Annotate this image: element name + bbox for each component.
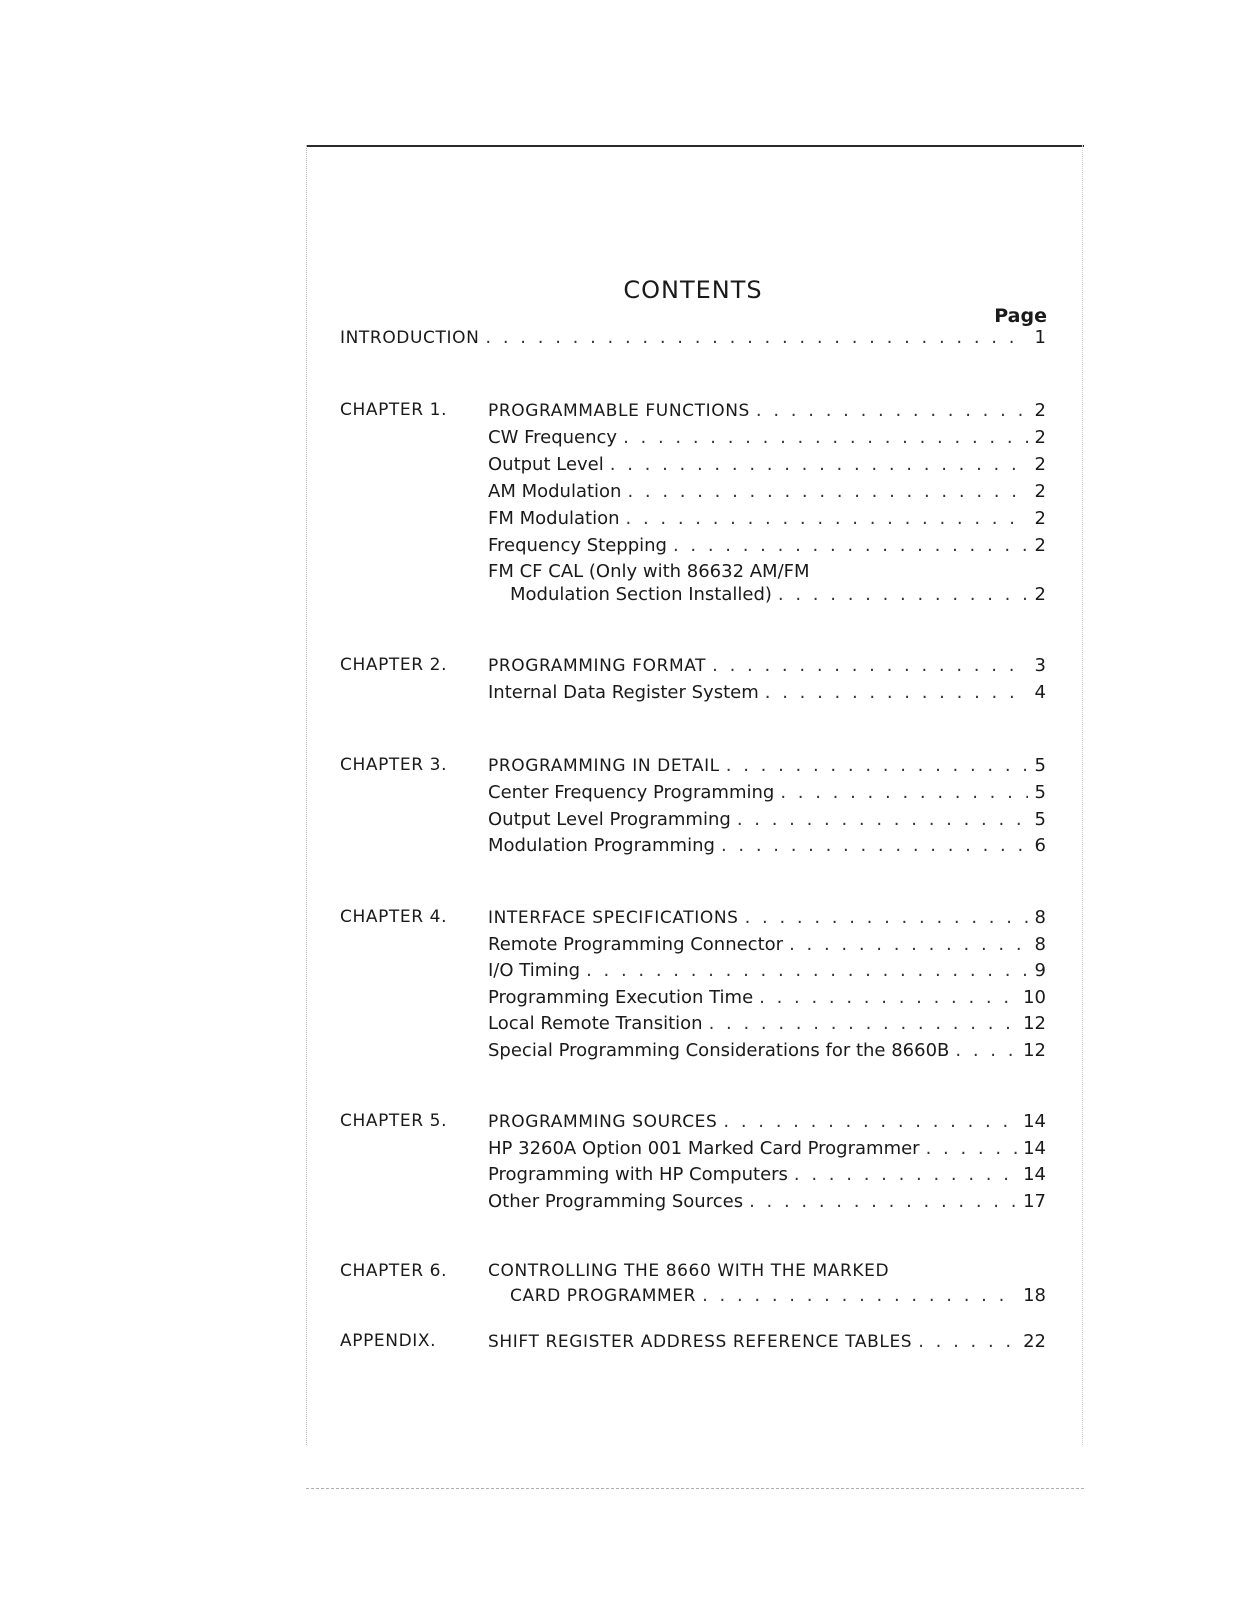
leader-dots <box>918 1328 1017 1355</box>
chapter-label: CHAPTER 6. <box>340 1261 448 1281</box>
frame-top-rule <box>306 145 1084 147</box>
toc-entry-text: Modulation Programming <box>488 835 715 856</box>
toc-entry[interactable] <box>488 679 1046 706</box>
toc-page-number: 1 <box>1034 327 1046 348</box>
toc-entry-text: Local Remote Transition <box>488 1013 703 1034</box>
toc-chapter-heading-line2[interactable] <box>510 1282 1046 1309</box>
toc-chapter-heading[interactable] <box>488 1328 1046 1355</box>
toc-entry-text: Frequency Stepping <box>488 535 667 556</box>
leader-dots <box>749 1188 1017 1215</box>
toc-entry[interactable] <box>488 806 1046 833</box>
chapter-heading-text: SHIFT REGISTER ADDRESS REFERENCE TABLES <box>488 1332 913 1352</box>
leader-dots <box>759 984 1017 1011</box>
leader-dots <box>778 581 1028 608</box>
toc-page-number: 14 <box>1023 1138 1046 1159</box>
toc-page-number: 2 <box>1034 454 1046 475</box>
leader-dots <box>673 532 1028 559</box>
chapter-heading-text: PROGRAMMING IN DETAIL <box>488 756 720 776</box>
toc-entry[interactable] <box>488 957 1046 984</box>
toc-page-number: 2 <box>1034 481 1046 502</box>
toc-entry-text: Remote Programming Connector <box>488 934 784 955</box>
chapter-heading-text: PROGRAMMABLE FUNCTIONS <box>488 401 750 421</box>
leader-dots <box>627 478 1028 505</box>
toc-entry[interactable] <box>488 1037 1046 1064</box>
toc-entry-label: INTRODUCTION <box>340 328 480 348</box>
toc-entry[interactable] <box>488 532 1046 559</box>
toc-entry-text: FM CF CAL (Only with 86632 AM/FM <box>488 561 810 582</box>
toc-entry[interactable] <box>488 779 1046 806</box>
toc-entry[interactable] <box>488 424 1046 451</box>
toc-chapter-heading[interactable] <box>488 1108 1046 1135</box>
leader-dots <box>485 324 1028 351</box>
leader-dots <box>723 1108 1017 1135</box>
toc-entry[interactable] <box>488 931 1046 958</box>
toc-entry-text: Modulation Section Installed) <box>510 584 772 605</box>
toc-entry-text: Internal Data Register System <box>488 682 759 703</box>
frame-left-rule <box>306 145 307 1445</box>
leader-dots <box>926 1135 1018 1162</box>
toc-page-number: 8 <box>1034 934 1046 955</box>
toc-entry-text: Special Programming Considerations for the 8660B <box>488 1040 950 1061</box>
frame-bottom-rule <box>306 1488 1084 1489</box>
toc-page-number: 2 <box>1034 427 1046 448</box>
toc-entry[interactable] <box>488 1188 1046 1215</box>
appendix-label: APPENDIX. <box>340 1331 437 1351</box>
toc-page-number: 5 <box>1034 809 1046 830</box>
frame-right-rule <box>1082 145 1083 1445</box>
leader-dots <box>709 1010 1018 1037</box>
toc-page-number: 2 <box>1034 584 1046 605</box>
toc-entry[interactable] <box>488 984 1046 1011</box>
toc-page-number: 9 <box>1034 960 1046 981</box>
leader-dots <box>794 1161 1017 1188</box>
toc-page-number: 4 <box>1034 682 1046 703</box>
toc-page-number: 2 <box>1034 508 1046 529</box>
toc-chapter-heading-line1[interactable] <box>488 1258 1046 1285</box>
toc-entry-text: HP 3260A Option 001 Marked Card Programmer <box>488 1138 920 1159</box>
toc-entry-line2[interactable] <box>510 581 1046 608</box>
leader-dots <box>765 679 1028 706</box>
chapter-heading-text: CARD PROGRAMMER <box>510 1286 697 1306</box>
toc-entry[interactable] <box>488 505 1046 532</box>
page-column-header: Page <box>994 305 1047 327</box>
chapter-label: CHAPTER 4. <box>340 907 448 927</box>
leader-dots <box>702 1282 1017 1309</box>
toc-page-number: 10 <box>1023 987 1046 1008</box>
toc-entry-text: Programming with HP Computers <box>488 1164 788 1185</box>
leader-dots <box>712 652 1028 679</box>
chapter-label: CHAPTER 2. <box>340 655 448 675</box>
toc-entry-text: Other Programming Sources <box>488 1191 744 1212</box>
chapter-label: CHAPTER 3. <box>340 755 448 775</box>
page-title: CONTENTS <box>623 276 763 304</box>
chapter-label: CHAPTER 5. <box>340 1111 448 1131</box>
toc-chapter-heading[interactable] <box>488 652 1046 679</box>
toc-page-number: 2 <box>1034 535 1046 556</box>
toc-entry-text: Output Level <box>488 454 604 475</box>
leader-dots <box>721 832 1028 859</box>
toc-entry[interactable] <box>488 832 1046 859</box>
toc-page-number: 8 <box>1034 907 1046 928</box>
leader-dots <box>726 752 1028 779</box>
leader-dots <box>955 1037 1017 1064</box>
leader-dots <box>789 931 1028 958</box>
toc-entry-text: Output Level Programming <box>488 809 731 830</box>
leader-dots <box>745 904 1028 931</box>
chapter-heading-text: PROGRAMMING FORMAT <box>488 656 707 676</box>
leader-dots <box>623 424 1028 451</box>
toc-page-number: 12 <box>1023 1040 1046 1061</box>
toc-entry-text: Center Frequency Programming <box>488 782 775 803</box>
toc-chapter-heading[interactable] <box>488 397 1046 424</box>
toc-entry-text: AM Modulation <box>488 481 622 502</box>
leader-dots <box>737 806 1028 833</box>
leader-dots <box>780 779 1028 806</box>
toc-page-number: 12 <box>1023 1013 1046 1034</box>
chapter-label: CHAPTER 1. <box>340 400 448 420</box>
toc-page-number: 5 <box>1034 755 1046 776</box>
chapter-heading-text: CONTROLLING THE 8660 WITH THE MARKED <box>488 1261 890 1281</box>
toc-page-number: 2 <box>1034 400 1046 421</box>
chapter-heading-text: PROGRAMMING SOURCES <box>488 1112 718 1132</box>
toc-entry[interactable] <box>488 1161 1046 1188</box>
leader-dots <box>610 451 1028 478</box>
toc-page-number: 14 <box>1023 1164 1046 1185</box>
toc-chapter-heading[interactable] <box>488 752 1046 779</box>
toc-page-number: 6 <box>1034 835 1046 856</box>
leader-dots <box>586 957 1028 984</box>
toc-entry-text: CW Frequency <box>488 427 618 448</box>
toc-entry[interactable] <box>488 478 1046 505</box>
toc-entry[interactable] <box>488 1010 1046 1037</box>
toc-chapter-heading[interactable] <box>488 904 1046 931</box>
toc-page-number: 14 <box>1023 1111 1046 1132</box>
chapter-heading-text: INTERFACE SPECIFICATIONS <box>488 908 739 928</box>
toc-page-number: 18 <box>1023 1285 1046 1306</box>
toc-entry-text: I/O Timing <box>488 960 581 981</box>
toc-page-number: 17 <box>1023 1191 1046 1212</box>
toc-page-number: 22 <box>1023 1331 1046 1352</box>
toc-entry-text: Programming Execution Time <box>488 987 754 1008</box>
toc-entry-text: FM Modulation <box>488 508 620 529</box>
toc-page-number: 3 <box>1034 655 1046 676</box>
toc-entry-introduction[interactable] <box>340 324 1046 351</box>
toc-page-number: 5 <box>1034 782 1046 803</box>
toc-entry[interactable] <box>488 1135 1046 1162</box>
toc-entry[interactable] <box>488 451 1046 478</box>
leader-dots <box>626 505 1029 532</box>
leader-dots <box>756 397 1028 424</box>
